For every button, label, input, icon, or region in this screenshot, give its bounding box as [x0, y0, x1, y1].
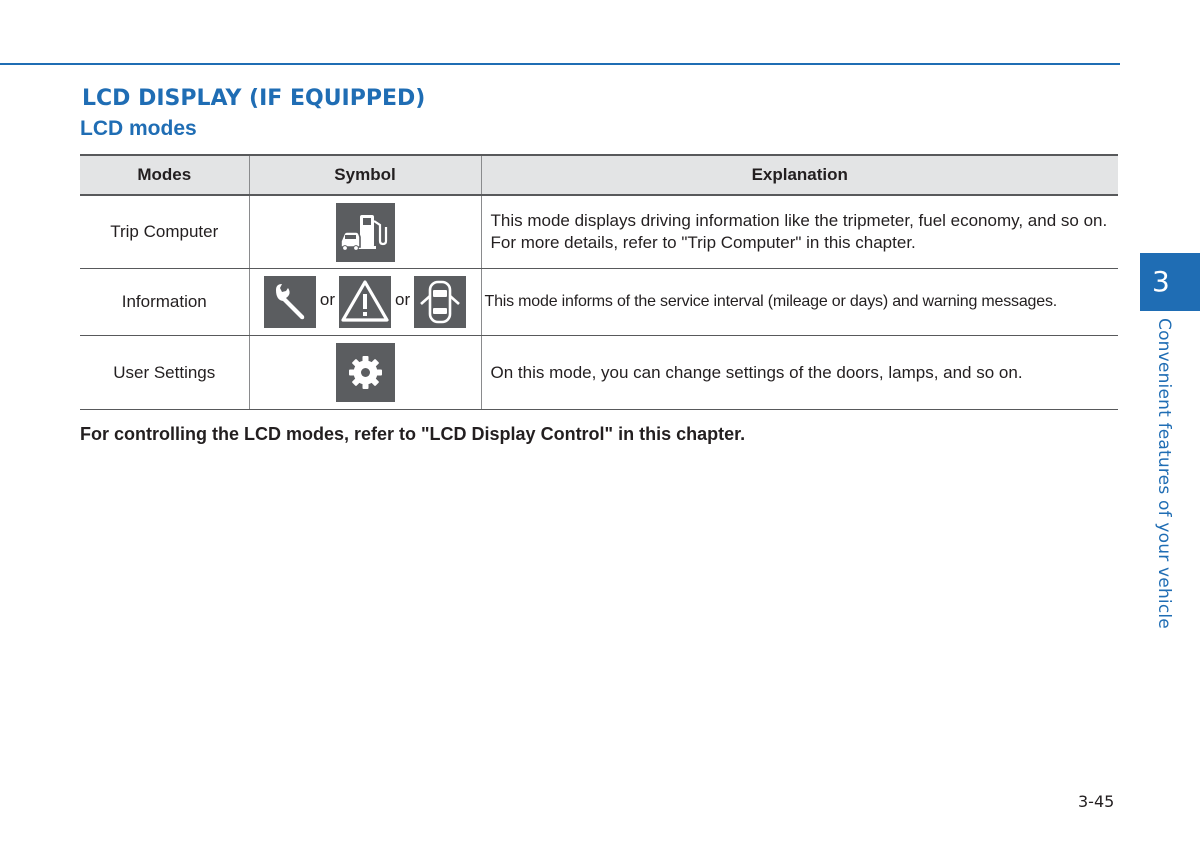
section-title: LCD DISPLAY (IF EQUIPPED) [82, 86, 426, 111]
car-doors-open-icon [414, 276, 466, 328]
mode-user-settings: User Settings [80, 336, 249, 410]
explanation-trip-computer [481, 195, 1118, 269]
symbol-cell [249, 336, 481, 410]
table-row [80, 336, 1118, 410]
chapter-number-tab: 3 [1140, 253, 1200, 311]
or-separator: or [395, 290, 411, 309]
symbol-cell [249, 269, 481, 336]
fuel-pump-car-icon [336, 203, 395, 262]
mode-trip-computer: Trip Computer [80, 195, 249, 269]
mode-information: Information [80, 269, 249, 336]
control-note: For controlling the LCD modes, refer to "LCD Display Control" in this chapter. [80, 424, 746, 444]
gear-icon [336, 343, 395, 402]
page-number: 3-45 [1078, 792, 1115, 811]
table-header-row [80, 155, 1118, 195]
explanation-line: This mode displays driving information like the tripmeter, fuel economy, and so on. [490, 211, 1108, 230]
subsection-title: LCD modes [80, 117, 197, 140]
lcd-modes-table [80, 154, 1118, 410]
wrench-icon [264, 276, 316, 328]
chapter-side-title: Convenient features of your vehicle [1154, 318, 1174, 629]
warning-triangle-icon [339, 276, 391, 328]
explanation-information [481, 269, 1118, 336]
table-row [80, 195, 1118, 269]
explanation-line: This mode informs of the service interval (mileage or days) and warning messages. [484, 293, 1057, 310]
symbol-cell [249, 195, 481, 269]
explanation-line: On this mode, you can change settings of the doors, lamps, and so on. [490, 362, 1023, 382]
header-symbol: Symbol [249, 155, 481, 195]
table-row [80, 269, 1118, 336]
explanation-user-settings [481, 336, 1118, 410]
explanation-line: For more details, refer to "Trip Computer" in this chapter. [490, 233, 916, 252]
header-modes: Modes [80, 155, 249, 195]
or-separator: or [319, 290, 335, 309]
header-explanation: Explanation [481, 155, 1118, 195]
top-rule [0, 63, 1120, 65]
